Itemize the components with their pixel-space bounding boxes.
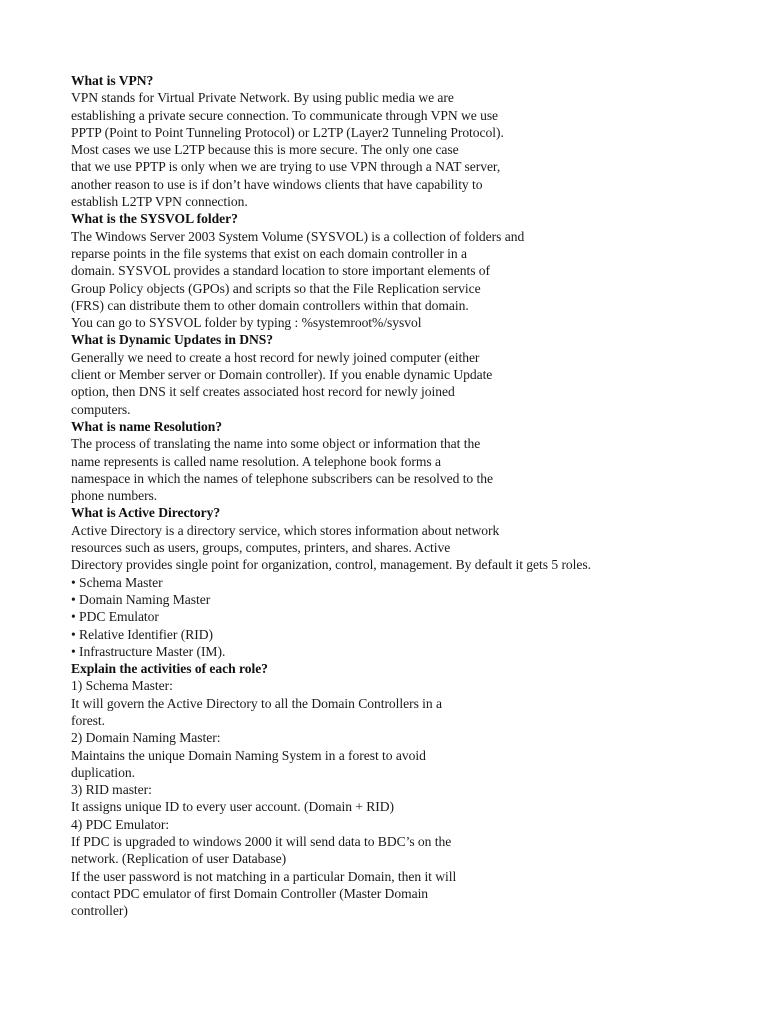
text-line: client or Member server or Domain controller). If you enable dynamic Update (71, 367, 493, 383)
text-line: VPN stands for Virtual Private Network. By using public media we are (71, 90, 454, 106)
text-line: option, then DNS it self creates associated host record for newly joined (71, 384, 455, 400)
text-line: If the user password is not matching in a particular Domain, then it will (71, 868, 457, 884)
text-line: controller) (71, 903, 128, 919)
text-line: • Infrastructure Master (IM). (71, 643, 226, 659)
text-line: • PDC Emulator (71, 609, 159, 625)
text-line: PPTP (Point to Point Tunneling Protocol) or L2TP (Layer2 Tunneling Protocol). (71, 124, 504, 140)
text-line: Active Directory is a directory service, which stores information about network (71, 522, 500, 538)
text-line: name represents is called name resolution. A telephone book forms a (71, 453, 441, 469)
text-line: Directory provides single point for organization, control, management. By default it gets 5 roles. (71, 557, 591, 573)
text-line: namespace in which the names of telephone subscribers can be resolved to the (71, 470, 493, 486)
section-heading: What is name Resolution? (71, 418, 222, 434)
text-line: The Windows Server 2003 System Volume (SYSVOL) is a collection of folders and (71, 228, 525, 244)
text-line: Group Policy objects (GPOs) and scripts so that the File Replication service (71, 280, 481, 296)
text-line: duplication. (71, 764, 135, 780)
text-line: domain. SYSVOL provides a standard location to store important elements of (71, 263, 491, 279)
text-line: 1) Schema Master: (71, 678, 173, 694)
text-line: (FRS) can distribute them to other domain controllers within that domain. (71, 297, 469, 313)
section-heading: What is VPN? (71, 73, 154, 88)
text-line: • Schema Master (71, 574, 163, 590)
section-heading: What is the SYSVOL folder? (71, 211, 238, 227)
section-heading: What is Dynamic Updates in DNS? (71, 332, 274, 348)
text-line: phone numbers. (71, 488, 158, 504)
text-line: It will govern the Active Directory to all the Domain Controllers in a (71, 695, 442, 711)
text-line: The process of translating the name into some object or information that the (71, 436, 481, 452)
text-line: that we use PPTP is only when we are trying to use VPN through a NAT server, (71, 159, 501, 175)
text-line: If PDC is upgraded to windows 2000 it will send data to BDC’s on the (71, 834, 452, 850)
text-line: resources such as users, groups, computes, printers, and shares. Active (71, 540, 451, 556)
text-line: • Domain Naming Master (71, 591, 211, 607)
text-line: Most cases we use L2TP because this is more secure. The only one case (71, 142, 459, 158)
section-heading: What is Active Directory? (71, 505, 221, 521)
text-line: You can go to SYSVOL folder by typing : %systemroot%/sysvol (71, 315, 422, 331)
text-line: establish L2TP VPN connection. (71, 194, 248, 210)
text-line: 2) Domain Naming Master: (71, 730, 221, 746)
text-line: forest. (71, 712, 105, 728)
text-line: computers. (71, 401, 131, 417)
text-line: another reason to use is if don’t have windows clients that have capability to (71, 176, 483, 192)
text-line: 3) RID master: (71, 782, 152, 798)
section-heading: Explain the activities of each role? (71, 661, 268, 677)
text-line: Maintains the unique Domain Naming System in a forest to avoid (71, 747, 426, 763)
text-line: It assigns unique ID to every user account. (Domain + RID) (71, 799, 395, 815)
text-line: establishing a private secure connection. To communicate through VPN we use (71, 107, 499, 123)
text-line: Generally we need to create a host record for newly joined computer (either (71, 349, 480, 365)
text-line: • Relative Identifier (RID) (71, 626, 213, 642)
text-line: 4) PDC Emulator: (71, 816, 170, 832)
document-body (71, 72, 761, 920)
text-line: network. (Replication of user Database) (71, 851, 287, 867)
text-line: contact PDC emulator of first Domain Controller (Master Domain (71, 885, 429, 901)
text-line: reparse points in the file systems that exist on each domain controller in a (71, 245, 467, 261)
